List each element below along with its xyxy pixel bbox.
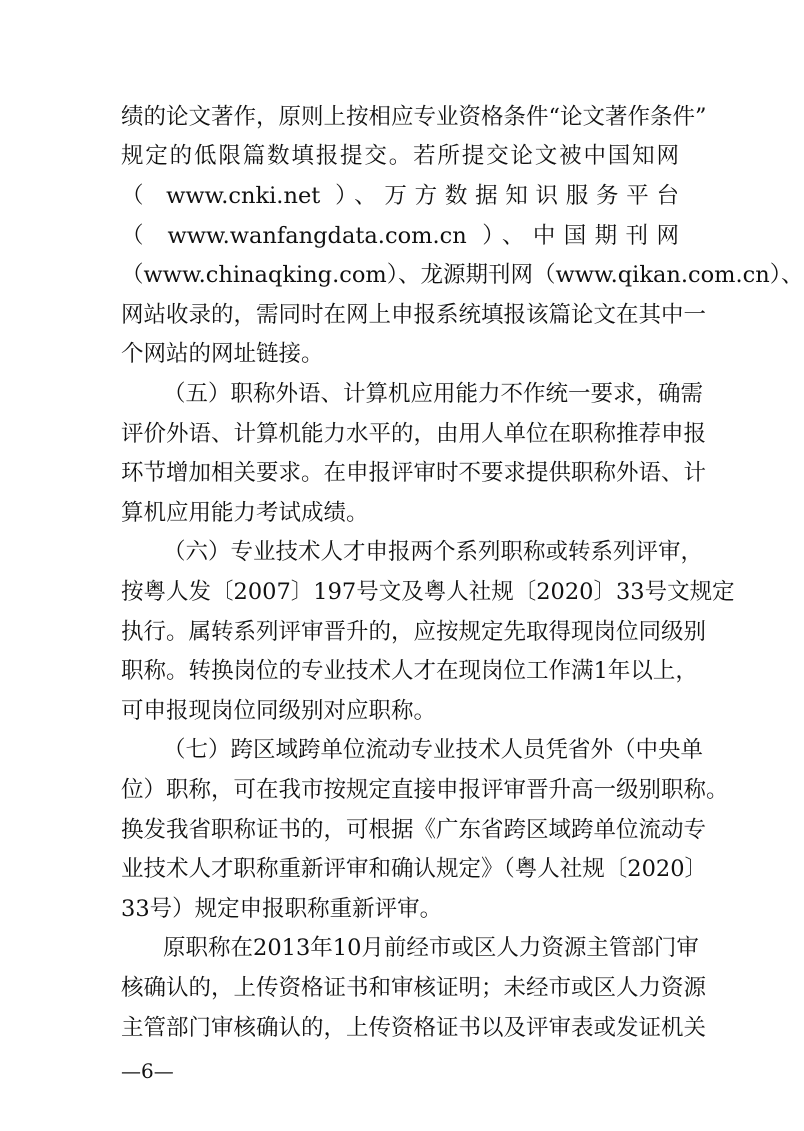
section-5-line-4: 算机应用能力考试成绩。 [121,500,369,526]
section-6-line-4: 职称。转换岗位的专业技术人才在现岗位工作满1年以上， [121,658,698,684]
body-line-1: 绩的论文著作，原则上按相应专业资格条件“论文著作条件” [121,104,707,130]
page-number: —6— [121,1059,174,1083]
section-6-line-5: 可申报现岗位同级别对应职称。 [121,698,437,724]
body-line-5: （www.chinaqking.com）、龙源期刊网（www.qikan.com.cn）、 [121,262,804,288]
paragraph-line-3: 主管部门审核确认的，上传资格证书以及评审表或发证机关 [121,1015,707,1041]
section-7-line-3: 换发我省职称证书的，可根据《广东省跨区域跨单位流动专 [121,817,707,843]
body-line-4: （ www.wanfangdata.com.cn ）、中国期刊网 [121,223,679,249]
section-5-line-1: （五）职称外语、计算机应用能力不作统一要求，确需 [163,381,704,407]
body-line-6: 网站收录的，需同时在网上申报系统填报该篇论文在其中一 [121,302,707,328]
paragraph-line-2: 核确认的，上传资格证书和审核证明；未经市或区人力资源 [121,975,707,1001]
section-5-line-3: 环节增加相关要求。在申报评审时不要求提供职称外语、计 [121,460,707,486]
body-line-3: （ www.cnki.net ）、万方数据知识服务平台 [121,183,679,209]
section-6-line-1: （六）专业技术人才申报两个系列职称或转系列评审， [163,539,704,565]
section-5-line-2: 评价外语、计算机能力水平的，由用人单位在职称推荐申报 [121,421,707,447]
body-line-7: 个网站的网址链接。 [121,341,324,367]
section-7-line-4: 业技术人才职称重新评审和确认规定》（粤人社规〔2020〕 [121,856,708,882]
paragraph-line-1: 原职称在2013年10月前经市或区人力资源主管部门审 [163,935,699,961]
section-6-line-3: 执行。属转系列评审晋升的，应按规定先取得现岗位同级别 [121,619,707,645]
section-7-line-1: （七）跨区域跨单位流动专业技术人员凭省外（中央单 [163,737,704,763]
body-line-2: 规定的低限篇数填报提交。若所提交论文被中国知网 [121,143,679,169]
section-7-line-2: 位）职称，可在我市按规定直接申报评审晋升高一级别职称。 [121,777,729,803]
section-7-line-5: 33号）规定申报职称重新评审。 [121,896,443,922]
section-6-line-2: 按粤人发〔2007〕197号文及粤人社规〔2020〕33号文规定 [121,579,735,605]
